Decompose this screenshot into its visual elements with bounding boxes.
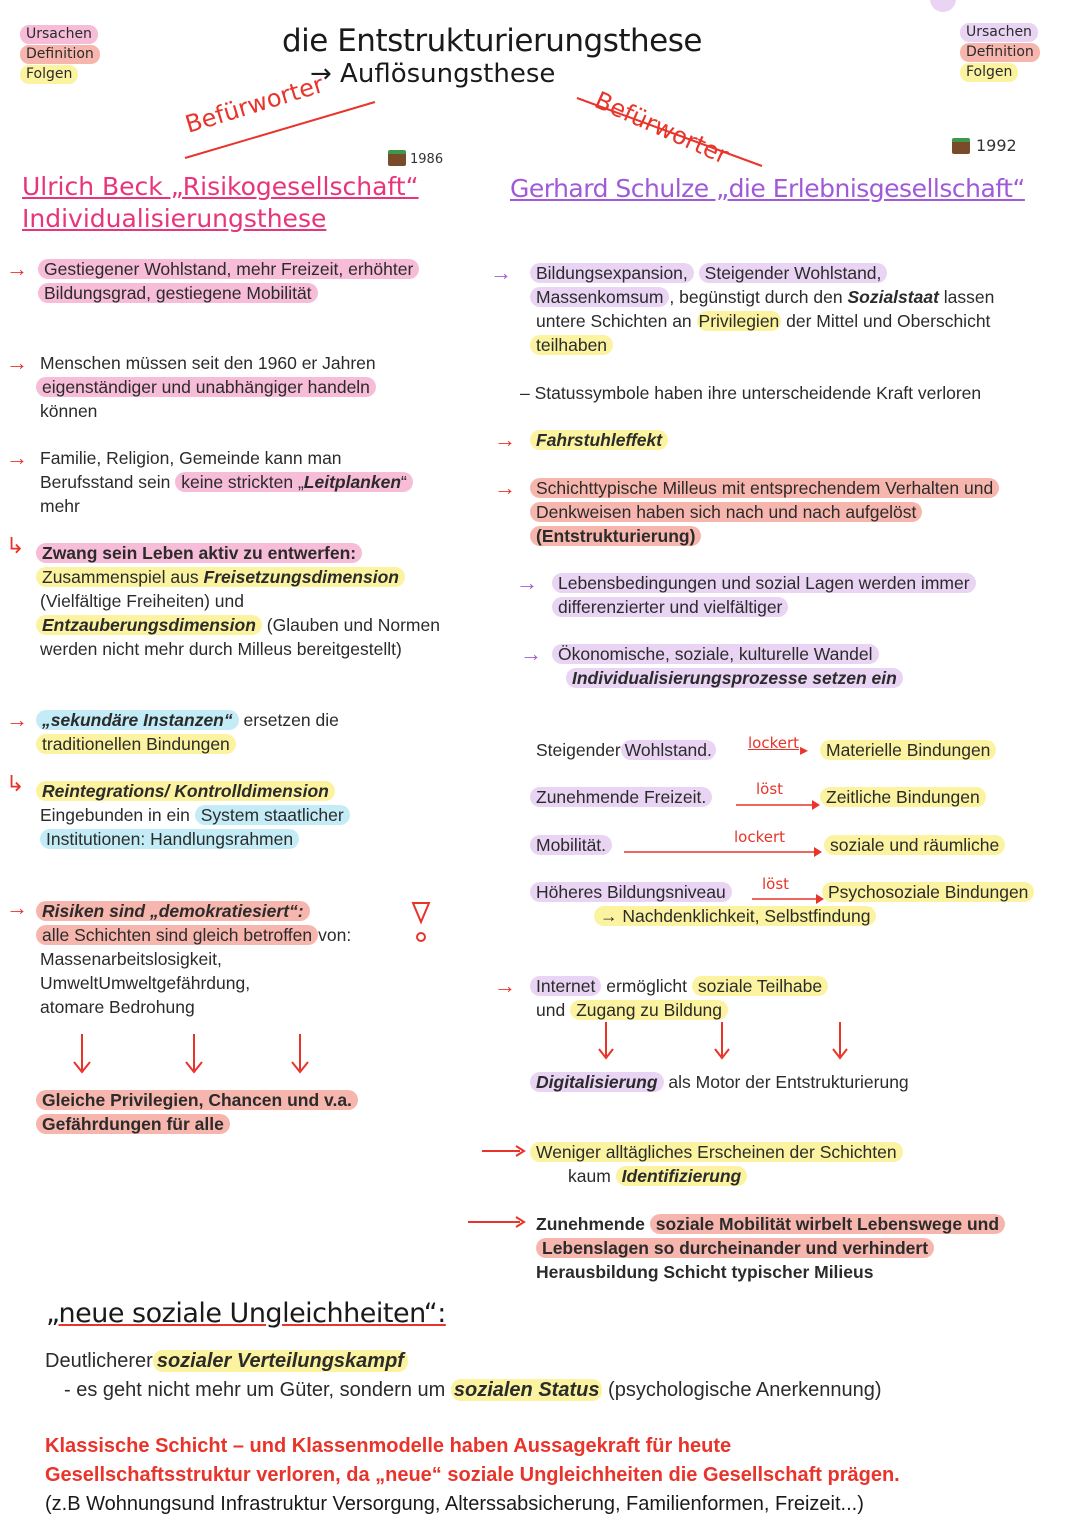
pair-row: Mobilität.	[530, 833, 612, 857]
pair-row: Steigender Wohlstand.	[536, 738, 716, 762]
arrow-icon: →	[6, 895, 28, 920]
legend-causes: Ursachen	[20, 25, 98, 44]
bottom-line2: - es geht nicht mehr um Güter, sondern um sozialen Status (psychologische Anerkennung)	[64, 1379, 882, 1401]
year-left: 1986	[410, 152, 444, 167]
left-p1: Gestiegener Wohlstand, mehr Freizeit, erhöhter Bildungsgrad, gestiegene Mobilität	[38, 257, 468, 305]
legend-definition: Definition	[960, 43, 1040, 62]
corner-arrow-icon: ↳	[6, 771, 25, 796]
legend-definition: Definition	[20, 45, 100, 64]
arrow-icon: →	[494, 427, 516, 452]
warning-icon	[410, 900, 432, 946]
decorative-dot	[930, 0, 956, 12]
pair-verb: löst	[762, 875, 790, 893]
down-arrows-right	[590, 1020, 860, 1064]
page-subtitle: → Auflösungsthese	[310, 59, 556, 89]
right-r4: Schichttypische Milleus mit entsprechendem Verhalten und Denkweisen haben sich nach und nach aufgelöst (Entstrukturierung)	[530, 476, 1030, 548]
legend-causes: Ursachen	[960, 23, 1038, 42]
arrow-icon: ▸	[800, 742, 809, 759]
left-p8: Gleiche Privilegien, Chancen und v.a. Gefährdungen für alle	[40, 1088, 410, 1136]
pair-row: Höheres Bildungsniveau	[530, 880, 732, 904]
thesis-left: Individualisierungsthese	[22, 204, 327, 233]
left-p2: Menschen müssen seit den 1960 er Jahren eigenständiger und unabhängiger handeln können	[40, 351, 460, 423]
conclusion-line2: Gesellschaftsstruktur verloren, da „neue“ soziale Ungleichheiten die Gesellschaft prägen.	[45, 1464, 900, 1486]
long-arrow-icon	[480, 1144, 530, 1158]
arrow-icon: →	[6, 350, 28, 375]
right-r1: Bildungsexpansion, Steigender Wohlstand, Massenkomsum , begünstigt durch den Sozialstaat lassen untere Schichten an Privilegien der Mittel und Oberschicht teilhaben	[530, 261, 1060, 357]
arrow-icon: →	[6, 445, 28, 470]
book-icon	[388, 150, 406, 166]
conclusion-line3: (z.B Wohnungsund Infrastruktur Versorgung, Alterssabsicherung, Familienformen, Freizeit...)	[45, 1493, 864, 1515]
right-r2: – Statussymbole haben ihre unterscheidende Kraft verloren	[520, 383, 982, 403]
right-r8: Internet ermöglicht soziale Teilhabe und Zugang zu Bildung	[530, 974, 1030, 1022]
author-left: Ulrich Beck „Risikogesellschaft“	[22, 172, 419, 201]
left-p4: Zwang sein Leben aktiv zu entwerfen: Zusammenspiel aus Freisetzungsdimension (Vielfältige Freiheiten) und Entzauberungsdimension (Glauben und Normen werden nicht mehr durch Milleus bereitgestellt)	[40, 541, 470, 661]
supporter-label-left: Befürworter	[182, 70, 327, 139]
pair-line	[750, 890, 830, 904]
arrow-icon: →	[494, 475, 516, 500]
supporter-label-right: Befürworter	[590, 86, 733, 170]
right-r11: Zunehmende soziale Mobilität wirbelt Lebenswege und Lebenslagen so durcheinander und verhindert Herausbildung Schicht typischer Milieus	[536, 1212, 1076, 1284]
right-r5: Lebensbedingungen und sozial Lagen werden immer differenzierter und vielfältiger	[552, 571, 1052, 619]
pair-line	[622, 843, 826, 857]
bottom-heading: „neue soziale Ungleichheiten“:	[46, 1298, 446, 1329]
pair-verb: lockert	[734, 828, 786, 846]
pair-verb: lockert	[748, 734, 800, 752]
pair-row: Zunehmende Freizeit.	[530, 785, 712, 809]
arrow-icon: →	[520, 641, 542, 666]
right-r7: → Nachdenklichkeit, Selbstfindung	[594, 904, 876, 928]
conclusion-line1: Klassische Schicht – und Klassenmodelle haben Aussagekraft für heute	[45, 1435, 732, 1457]
left-p6: Reintegrations/ Kontrolldimension Eingebunden in ein System staatlicher Institutionen: Handlungsrahmen	[40, 779, 440, 851]
arrow-icon: →	[516, 570, 538, 595]
pair-right: soziale und räumliche	[824, 833, 1005, 857]
arrow-icon: →	[494, 973, 516, 998]
bottom-line1: Deutlicherer sozialer Verteilungskampf	[45, 1347, 408, 1375]
pair-line	[734, 796, 824, 810]
legend-consequences: Folgen	[20, 65, 78, 84]
arrow-icon: →	[490, 260, 512, 285]
left-p3: Familie, Religion, Gemeinde kann man Berufsstand sein keine strickten „Leitplanken“ mehr	[40, 446, 470, 518]
supporter-line-right	[572, 92, 772, 172]
right-r9: Digitalisierung als Motor der Entstrukturierung	[530, 1070, 909, 1094]
right-r6: Ökonomische, soziale, kulturelle Wandel Individualisierungsprozesse setzen ein	[552, 642, 1052, 690]
supporter-line-left	[180, 96, 380, 166]
pair-right: Zeitliche Bindungen	[820, 785, 986, 809]
left-p5: „sekundäre Instanzen“ ersetzen die traditionellen Bindungen	[40, 708, 470, 756]
book-icon	[952, 138, 970, 154]
right-r10: Weniger alltägliches Erscheinen der Schichten kaum Identifizierung	[530, 1140, 1030, 1188]
pair-right: Psychosoziale Bindungen	[822, 880, 1034, 904]
long-arrow-icon	[466, 1215, 530, 1229]
legend-right	[960, 23, 1040, 83]
year-right: 1992	[976, 136, 1017, 155]
legend-left	[20, 25, 100, 85]
page-title: die Entstrukturierungsthese	[282, 23, 702, 59]
left-p7: Risiken sind „demokratiesiert“: alle Schichten sind gleich betroffen von: Massenarbeitslosigkeit, UmweltUmweltgefährdung, atomare Bedrohung	[40, 899, 420, 1019]
arrow-icon: →	[6, 707, 28, 732]
legend-consequences: Folgen	[960, 63, 1018, 82]
corner-arrow-icon: ↳	[6, 533, 25, 558]
down-arrows-left	[60, 1030, 330, 1080]
arrow-icon: →	[6, 256, 28, 281]
right-r3: Fahrstuhleffekt	[530, 428, 668, 452]
pair-verb: löst	[756, 780, 784, 798]
author-right: Gerhard Schulze „die Erlebnisgesellschaft“	[510, 174, 1025, 203]
pair-right: Materielle Bindungen	[820, 738, 996, 762]
